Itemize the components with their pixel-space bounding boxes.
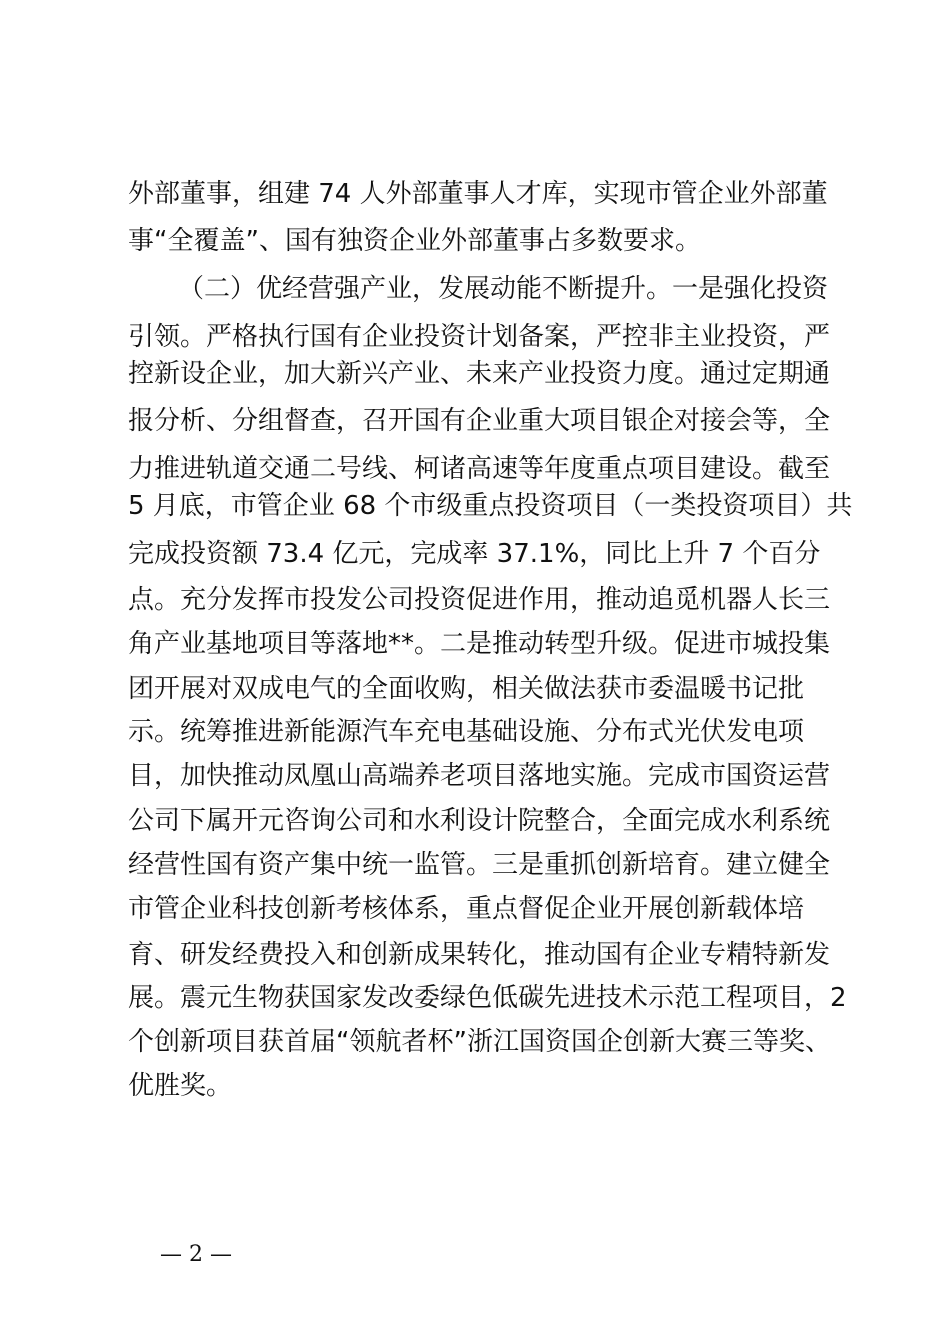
text-line-11: 角产业基地项目等落地**。二是推动转型升级。促进市城投集 <box>128 629 831 659</box>
page-number: — 2 — <box>160 1242 232 1267</box>
text-line-21: 优胜奖。 <box>128 1071 233 1101</box>
text-line-1: 外部董事，组建 74 人外部董事人才库，实现市管企业外部董 <box>128 179 828 209</box>
text-line-4: 引领。严格执行国有企业投资计划备案，严控非主业投资，严 <box>128 322 831 352</box>
text-line-20: 个创新项目获首届“领航者杯”浙江国资国企创新大赛三等奖、 <box>128 1027 831 1057</box>
text-line-13: 示。统筹推进新能源汽车充电基础设施、分布式光伏发电项 <box>128 717 805 747</box>
text-line-8: 5 月底，市管企业 68 个市级重点投资项目（一类投资项目）共 <box>128 491 853 521</box>
text-line-10: 点。充分发挥市投发公司投资促进作用，推动追觅机器人长三 <box>128 585 831 615</box>
text-line-17: 市管企业科技创新考核体系，重点督促企业开展创新载体培 <box>128 894 805 924</box>
text-line-15: 公司下属开元咨询公司和水利设计院整合，全面完成水利系统 <box>128 806 831 836</box>
text-line-12: 团开展对双成电气的全面收购，相关做法获市委温暖书记批 <box>128 674 805 704</box>
text-line-6: 报分析、分组督查，召开国有企业重大项目银企对接会等，全 <box>128 406 831 436</box>
text-line-14: 目，加快推动凤凰山高端养老项目落地实施。完成市国资运营 <box>128 761 831 791</box>
text-line-16: 经营性国有资产集中统一监管。三是重抓创新培育。建立健全 <box>128 850 831 880</box>
text-line-18: 育、研发经费投入和创新成果转化，推动国有企业专精特新发 <box>128 940 831 970</box>
section-heading-line: （二）优经营强产业，发展动能不断提升。一是强化投资 <box>178 274 829 304</box>
text-line-5: 控新设企业，加大新兴产业、未来产业投资力度。通过定期通 <box>128 359 831 389</box>
text-line-7: 力推进轨道交通二号线、柯诸高速等年度重点项目建设。截至 <box>128 454 831 484</box>
text-line-2: 事“全覆盖”、国有独资企业外部董事占多数要求。 <box>128 226 701 256</box>
text-line-9: 完成投资额 73.4 亿元，完成率 37.1%，同比上升 7 个百分 <box>128 539 821 569</box>
text-line-19: 展。震元生物获国家发改委绿色低碳先进技术示范工程项目，2 <box>128 983 847 1013</box>
